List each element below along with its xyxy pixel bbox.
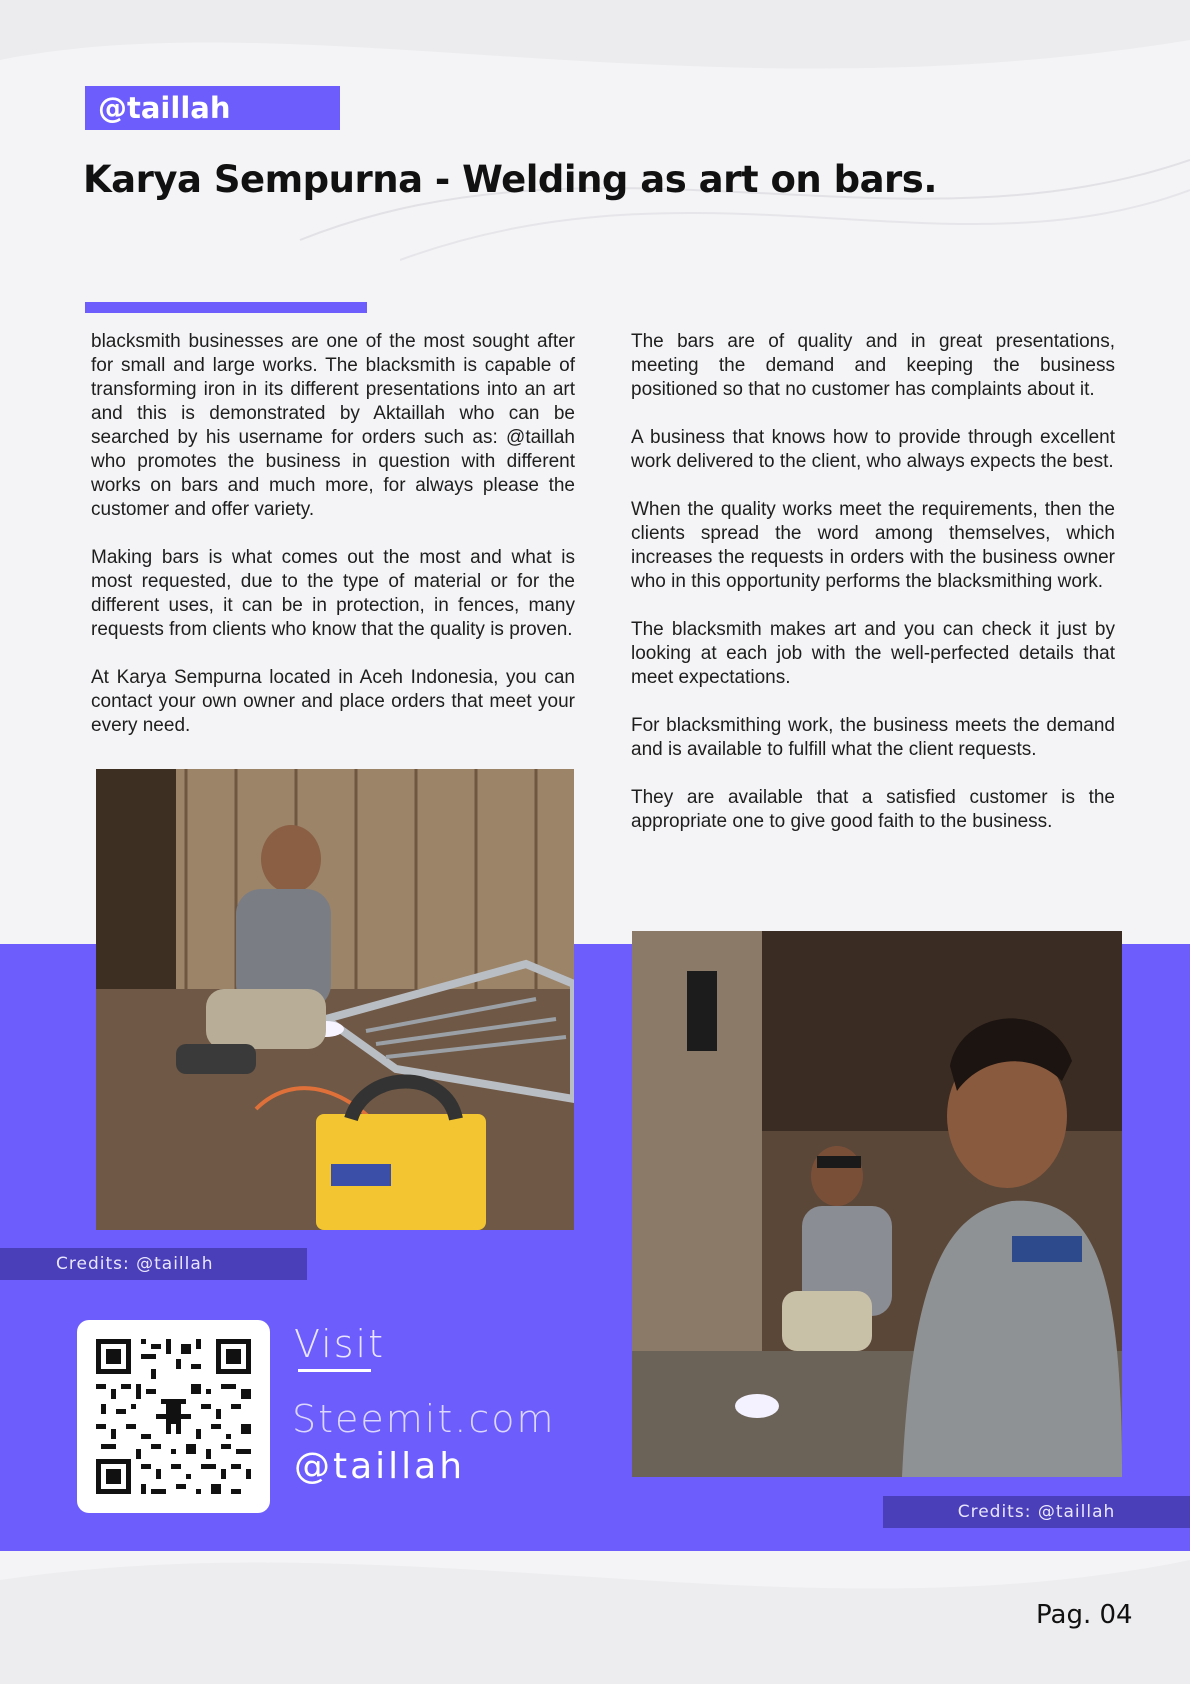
left-column — [91, 330, 575, 762]
qr-code-card[interactable] — [77, 1320, 270, 1513]
paragraph: A business that knows how to provide through excellent work delivered to the client, who always expects the best. — [631, 427, 1115, 472]
author-tag: @taillah — [85, 86, 340, 130]
handle-link[interactable]: @taillah — [294, 1446, 466, 1487]
page-number: Pag. 04 — [1036, 1600, 1133, 1630]
page-title: Karya Sempurna - Welding as art on bars. — [83, 158, 937, 201]
welding-photo-left — [96, 769, 574, 1230]
visit-label: Visit — [294, 1322, 385, 1366]
welding-photo-right — [632, 931, 1122, 1477]
site-link[interactable]: Steemit.com — [292, 1397, 556, 1441]
title-rule — [85, 302, 367, 313]
paragraph: For blacksmithing work, the business meets the demand and is available to fulfill what the client requests. — [631, 715, 1115, 760]
paragraph: blacksmith businesses are one of the most sought after for small and large works. The blacksmith is capable of transforming iron in its different presentations into an art and this is demonstrated by Aktaillah who can be searched by his username for orders such as: @taillah who promotes the business in question with different works on bars and much more, for always please the customer and offer variety. — [91, 331, 575, 520]
photo-credit: Credits: @taillah — [0, 1248, 307, 1280]
right-column — [631, 330, 1115, 858]
paragraph: At Karya Sempurna located in Aceh Indonesia, you can contact your own owner and place orders that meet your every need. — [91, 667, 575, 736]
paragraph: When the quality works meet the requirements, then the clients spread the word among themselves, which increases the requests in orders with the business owner who in this opportunity performs the blacksmithing work. — [631, 499, 1115, 592]
qr-code-icon — [91, 1334, 256, 1499]
paragraph: They are available that a satisfied customer is the appropriate one to give good faith to the business. — [631, 787, 1115, 832]
photo-credit: Credits: @taillah — [883, 1496, 1190, 1528]
paragraph: The bars are of quality and in great presentations, meeting the demand and keeping the business positioned so that no customer has complaints about it. — [631, 331, 1115, 400]
paragraph: Making bars is what comes out the most and what is most requested, due to the type of material or for the different uses, it can be in protection, in fences, many requests from clients who know that the quality is proven. — [91, 547, 575, 640]
visit-underline — [298, 1369, 371, 1372]
paragraph: The blacksmith makes art and you can check it just by looking at each job with the well-perfected details that meet expectations. — [631, 619, 1115, 688]
